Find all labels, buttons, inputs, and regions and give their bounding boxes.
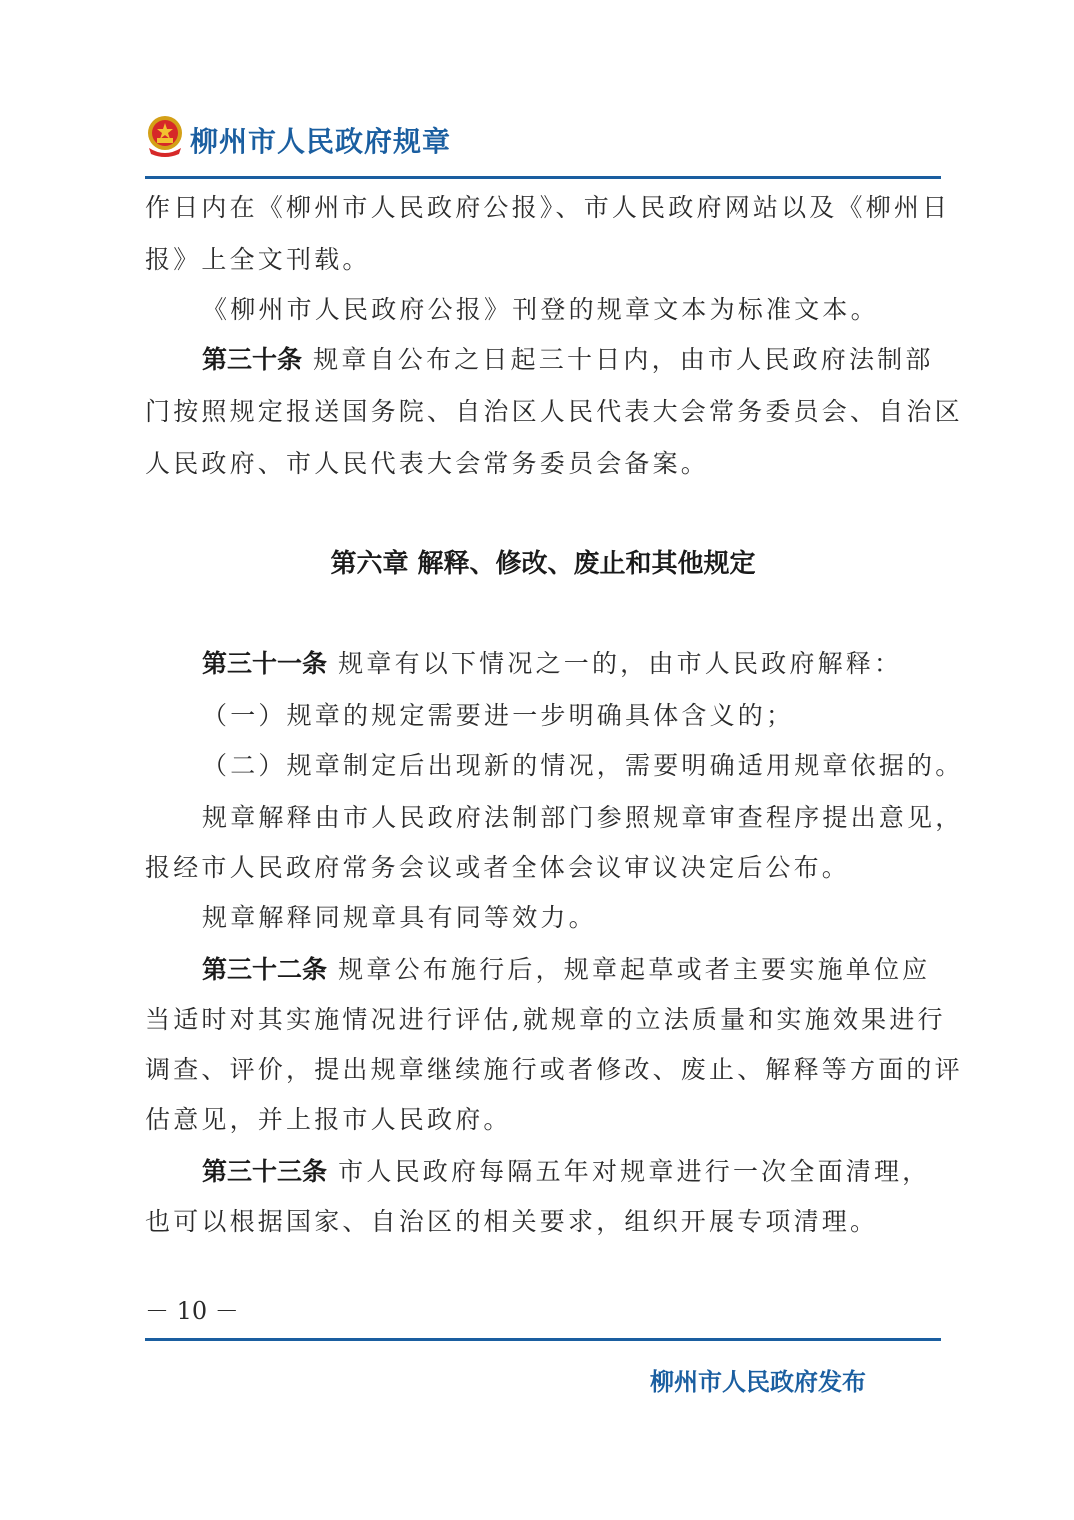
text-line: （一）规章的规定需要进一步明确具体含义的； <box>202 701 795 730</box>
article-33-title: 第三十三条 <box>202 1157 328 1186</box>
page-header <box>145 112 941 168</box>
text-line: 规章解释同规章具有同等效力。 <box>202 903 597 932</box>
article-32 <box>202 944 998 996</box>
text-line: 调查、评价，提出规章继续施行或者修改、废止、解释等方面的评 <box>145 1055 963 1084</box>
article-32-title: 第三十二条 <box>202 955 328 984</box>
text-line: 门按照规定报送国务院、自治区人民代表大会常务委员会、自治区 <box>145 397 963 426</box>
text-line: 规章解释由市人民政府法制部门参照规章审查程序提出意见， <box>202 803 964 832</box>
chapter-heading: 第六章 解释、修改、废止和其他规定 <box>330 549 756 579</box>
footer-publisher: 柳州市人民政府发布 <box>650 1368 866 1396</box>
article-30-text: 规章自公布之日起三十日内，由市人民政府法制部 <box>302 345 934 374</box>
header-title: 柳州市人民政府规章 <box>190 125 452 158</box>
article-30 <box>202 334 998 386</box>
article-33-text: 市人民政府每隔五年对规章进行一次全面清理， <box>327 1157 931 1186</box>
national-emblem-icon <box>145 114 185 158</box>
text-line: 当适时对其实施情况进行评估,就规章的立法质量和实施效果进行 <box>145 1005 946 1034</box>
text-line: 人民政府、市人民代表大会常务委员会备案。 <box>145 449 710 478</box>
text-line: （二）规章制定后出现新的情况，需要明确适用规章依据的。 <box>202 751 964 780</box>
article-32-text: 规章公布施行后，规章起草或者主要实施单位应 <box>327 955 931 984</box>
page-number: － 10 － <box>145 1297 239 1325</box>
footer-divider <box>145 1338 941 1341</box>
text-line: 报》上全文刊载。 <box>145 245 371 274</box>
text-line: 也可以根据国家、自治区的相关要求，组织开展专项清理。 <box>145 1207 879 1236</box>
text-line: 《柳州市人民政府公报》刊登的规章文本为标准文本。 <box>202 295 879 324</box>
article-33 <box>202 1146 998 1198</box>
text-line: 估意见，并上报市人民政府。 <box>145 1105 512 1134</box>
article-31-title: 第三十一条 <box>202 649 328 678</box>
article-31-text: 规章有以下情况之一的，由市人民政府解释： <box>327 649 903 678</box>
article-30-title: 第三十条 <box>202 345 303 374</box>
text-line: 作日内在《柳州市人民政府公报》、市人民政府网站以及《柳州日 <box>145 193 951 222</box>
text-line: 报经市人民政府常务会议或者全体会议审议决定后公布。 <box>145 853 851 882</box>
header-divider <box>145 176 941 179</box>
article-31 <box>202 638 998 690</box>
